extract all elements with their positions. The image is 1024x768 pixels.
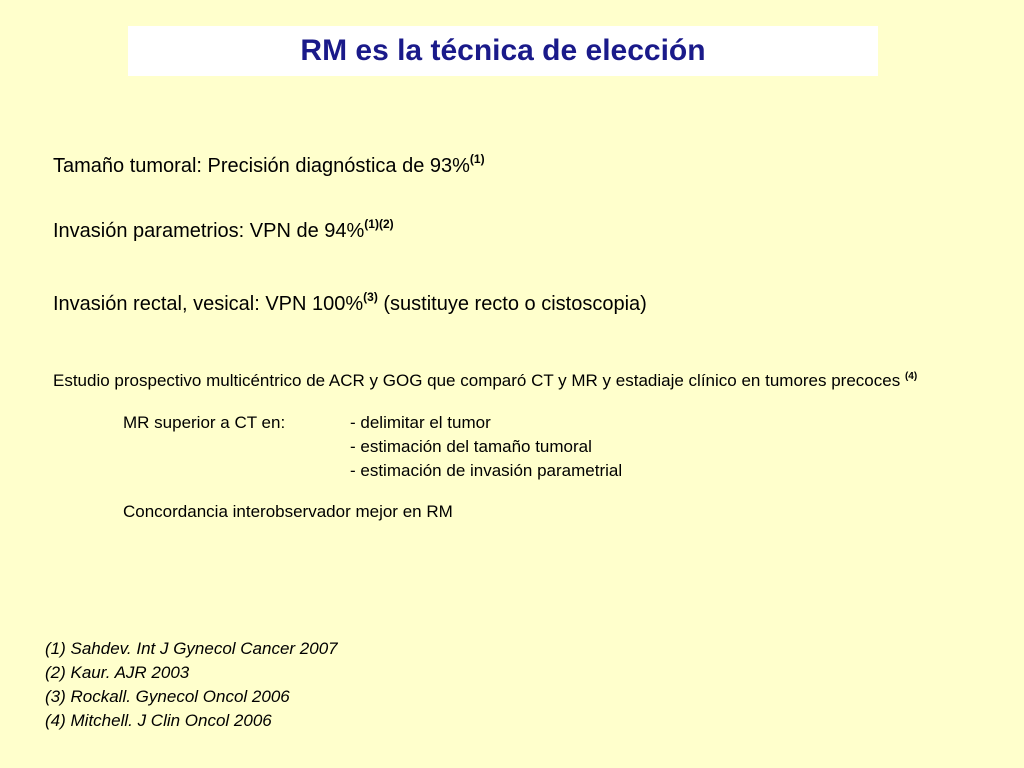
mr-item-tamano: - estimación del tamaño tumoral	[350, 437, 592, 456]
citation-superscript: (4)	[904, 371, 918, 382]
slide-title: RM es la técnica de elección	[300, 34, 706, 67]
references-list	[45, 637, 338, 733]
mr-item-parametrial: - estimación de invasión parametrial	[350, 461, 623, 480]
concordancia-text: Concordancia interobservador mejor en RM	[123, 502, 453, 521]
study-description	[53, 366, 983, 392]
finding-label: Invasión parametrios	[53, 220, 239, 242]
reference-item: (4) Mitchell. J Clin Oncol 2006	[45, 711, 272, 730]
citation-superscript: (1)(2)	[364, 217, 394, 231]
mr-superior-label: MR superior a CT en:	[123, 413, 286, 432]
finding-label: Invasión rectal, vesical	[53, 293, 255, 315]
finding-text: : VPN de 94%	[238, 220, 365, 242]
finding-parametrios	[53, 217, 394, 243]
reference-item: (2) Kaur. AJR 2003	[45, 663, 190, 682]
mr-item-delimitar: - delimitar el tumor	[350, 413, 491, 432]
citation-superscript: (1)	[469, 152, 485, 166]
reference-item: (1) Sahdev. Int J Gynecol Cancer 2007	[45, 639, 338, 658]
finding-tamano	[53, 152, 485, 178]
finding-label: Tamaño tumoral	[53, 155, 197, 177]
study-text: Estudio prospectivo multicéntrico de ACR y GOG que comparó CT y MR y estadiaje clínico en tumores precoces	[53, 371, 905, 390]
finding-text: : Precisión diagnóstica de 93%	[196, 155, 470, 177]
citation-superscript: (3)	[363, 290, 378, 304]
title-box	[128, 26, 878, 76]
finding-text: : VPN 100%	[254, 293, 364, 315]
reference-item: (3) Rockall. Gynecol Oncol 2006	[45, 687, 290, 706]
finding-suffix: (sustituye recto o cistoscopia)	[377, 293, 647, 315]
finding-rectal-vesical	[53, 290, 647, 316]
